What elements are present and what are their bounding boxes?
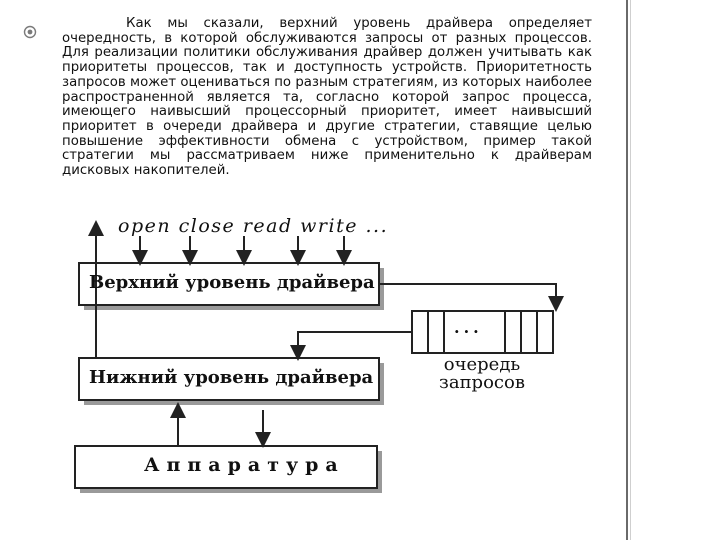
operation-arrows xyxy=(140,236,344,258)
queue-to-lower-arrow xyxy=(298,332,412,353)
upper-to-queue-arrow xyxy=(379,284,556,304)
operations-label: open close read write ... xyxy=(118,215,389,237)
queue-dots: ... xyxy=(454,318,483,337)
hardware-arrows xyxy=(178,410,263,446)
hardware-label: Аппаратура xyxy=(144,454,345,476)
paragraph-text: Как мы сказали, верхний уровень драйвера определяет очередность, в которой обслуживаются запросы от разных процессов. Для реализации политики обслуживания драйвер должен учитывать как приоритеты процессов, так и доступность устройств. Приоритетность запросов может оцениваться по разным стратегиям, из которых наиболее распространенной является та, согласно которой запрос процесса, имеющего наивысший процессорный приоритет, имеет наивысший приоритет в очереди драйвера и другие стратегии, ставящие целью повышение эффективности обмена с устройством, пример такой стратегии мы рассматриваем ниже применительно к драйверам дисковых накопителей. xyxy=(62,16,592,179)
queue-label-line1: очередь xyxy=(443,354,521,375)
lower-level-label: Нижний уровень драйвера xyxy=(89,367,374,388)
upper-level-label: Верхний уровень драйвера xyxy=(89,272,375,293)
queue-label-line2: запросов xyxy=(439,372,525,393)
